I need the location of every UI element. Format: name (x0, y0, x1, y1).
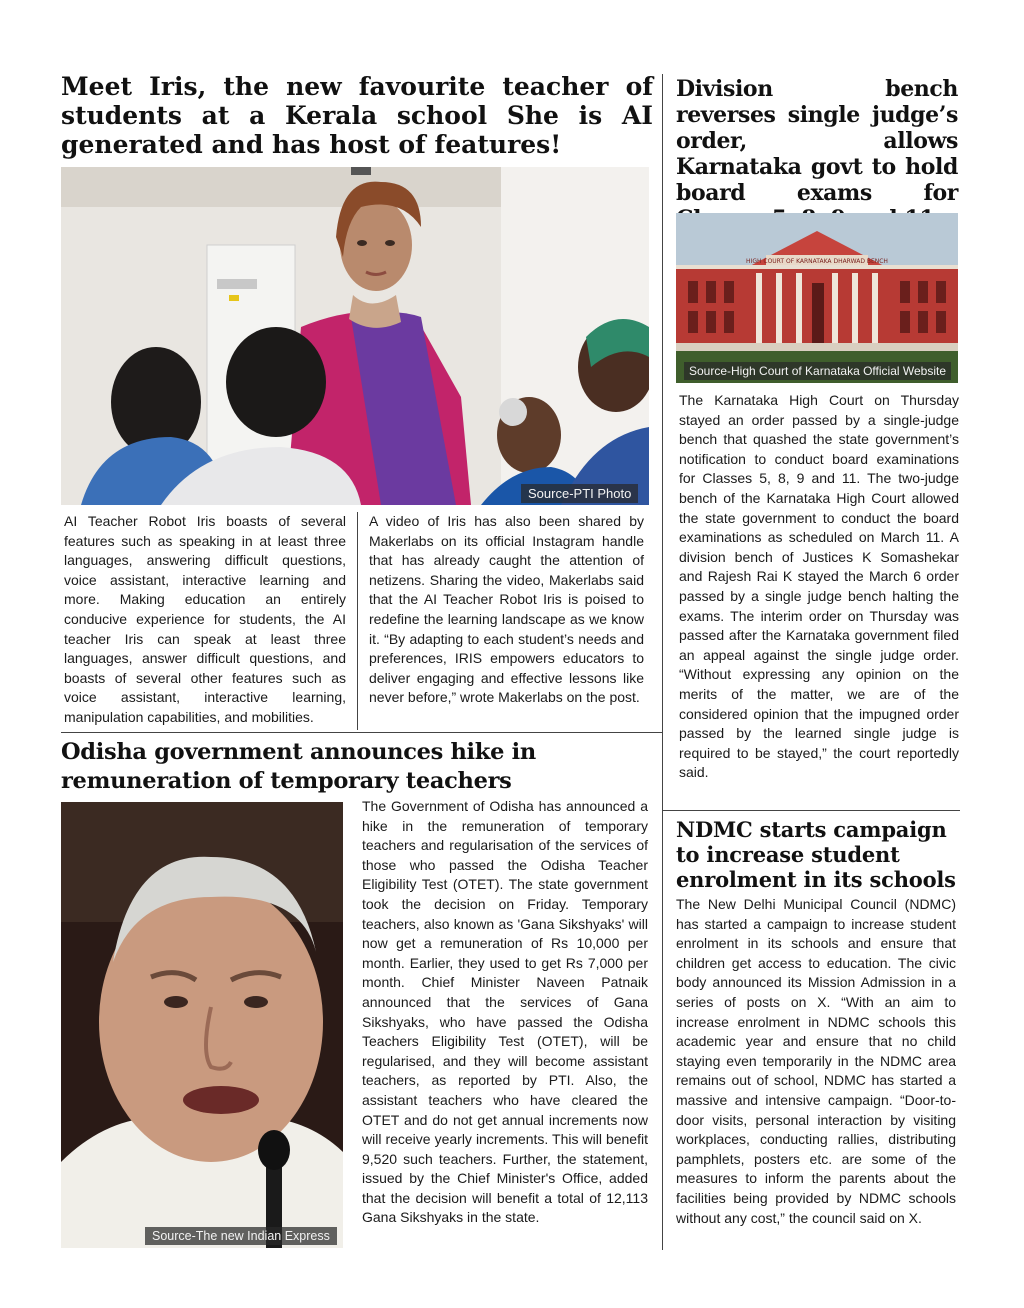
karnataka-photo (676, 213, 958, 383)
iris-photo (61, 167, 649, 505)
iris-robot-image (61, 167, 649, 505)
main-column-divider (662, 74, 663, 1250)
karnataka-photo-caption: Source-High Court of Karnataka Official Website (684, 362, 951, 380)
iris-column-divider (357, 512, 358, 730)
iris-photo-caption: Source-PTI Photo (521, 484, 638, 503)
iris-headline: Meet Iris, the new favourite teacher of students at a Kerala school She is AI generated and has host of features! (61, 72, 653, 159)
iris-bottom-rule (61, 732, 662, 733)
odisha-headline: Odisha government announces hike in remuneration of temporary teachers (61, 739, 536, 794)
karnataka-bottom-rule (662, 810, 960, 811)
high-court-building-image (676, 213, 958, 383)
cm-portrait-image (61, 802, 343, 1248)
karnataka-headline: Division bench reverses single judge’s order, allows Karnataka govt to hold board exams for (676, 76, 958, 206)
odisha-photo (61, 802, 343, 1248)
iris-column-2: A video of Iris has also been shared by Makerlabs on its official Instagram handle that has already caught the attention of netizens. Sharing the video, Makerlabs said that the AI Teacher Robot Iris is poised to redefine the learning landscape as we know it. “By adapting to each student’s needs and preferences, IRIS empowers educators to deliver engaging and effective lessons like never before,” wrote Makerlabs on the post. (369, 513, 644, 706)
court-building-sign: HIGH COURT OF KARNATAKA DHARWAD BENCH (746, 258, 888, 265)
ndmc-body: The New Delhi Municipal Council (NDMC) has started a campaign to increase student enrolment in its schools and ensure that children get access to education. The civic body announced its Mission Admission in a series of posts on X. “With an aim to increase enrolment in NDMC schools this academic year and ensure that no child staying even temporarily in the NDMC area remains out of school, NDMC has started a massive and intensive campaign. “Door-to-door visits, personal interaction by visiting workplaces, conducting rallies, distributing pamphlets, posters etc. are some of the measures to inform the parents about the facilities being provided by NDMC schools without any cost,” the council said on X. (676, 896, 956, 1226)
karnataka-body: The Karnataka High Court on Thursday stayed an order passed by a single-judge bench that quashed the state government’s notification to conduct board examinations for Classes 5, 8, 9 and 11. The two-judge bench of the Karnataka High Court allowed the state government to conduct the board examinations as scheduled on March 11. A division bench of Justices K Somashekar and Rajesh Rai K stayed the March 6 order passed by a single judge bench halting the exams. The interim order on Thursday was passed after the Karnataka government filed an appeal against the single judge order. “Without expressing any opinion on the merits of the matter, we are of the considered opinion that the impugned order passed by the learned single judge is required to be stayed,” the court reportedly said. (679, 392, 959, 781)
iris-column-1: AI Teacher Robot Iris boasts of several features such as speaking in at least three languages, answering difficult questions, voice assistant, interactive learning and more. Making education an entirely conducive experience for students, the AI teacher Iris can speak at least three languages, answer difficult questions, and boasts of several other features such as voice assistant, interactive learning, manipulation capabilities, and mobilities. (64, 513, 346, 725)
ndmc-headline: NDMC starts campaign to increase student enrolment in its schools (676, 817, 956, 892)
odisha-body: The Government of Odisha has announced a hike in the remuneration of temporary teachers and regularisation of the services of those who passed the Odisha Teacher Eligibility Test (OTET). The state government took the decision on Friday. Temporary teachers, also known as 'Gana Sikshyaks' will now get a remuneration of Rs 10,000 per month. Earlier, they used to get Rs 7,000 per month. Chief Minister Naveen Patnaik announced that the services of Gana Sikshyaks, who have passed the Odisha Teachers Eligibility Test (OTET), will be regularised, and they will become assistant teachers, as reported by PTI. Also, the assistant teachers who have cleared the OTET and do not get annual increments now will receive yearly increments. This will benefit 9,520 such teachers. Further, the statement, issued by the Chief Minister's Office, added that the decision will benefit a total of 12,113 Gana Sikshyaks in the state. (362, 798, 648, 1226)
odisha-photo-caption: Source-The new Indian Express (145, 1227, 337, 1245)
